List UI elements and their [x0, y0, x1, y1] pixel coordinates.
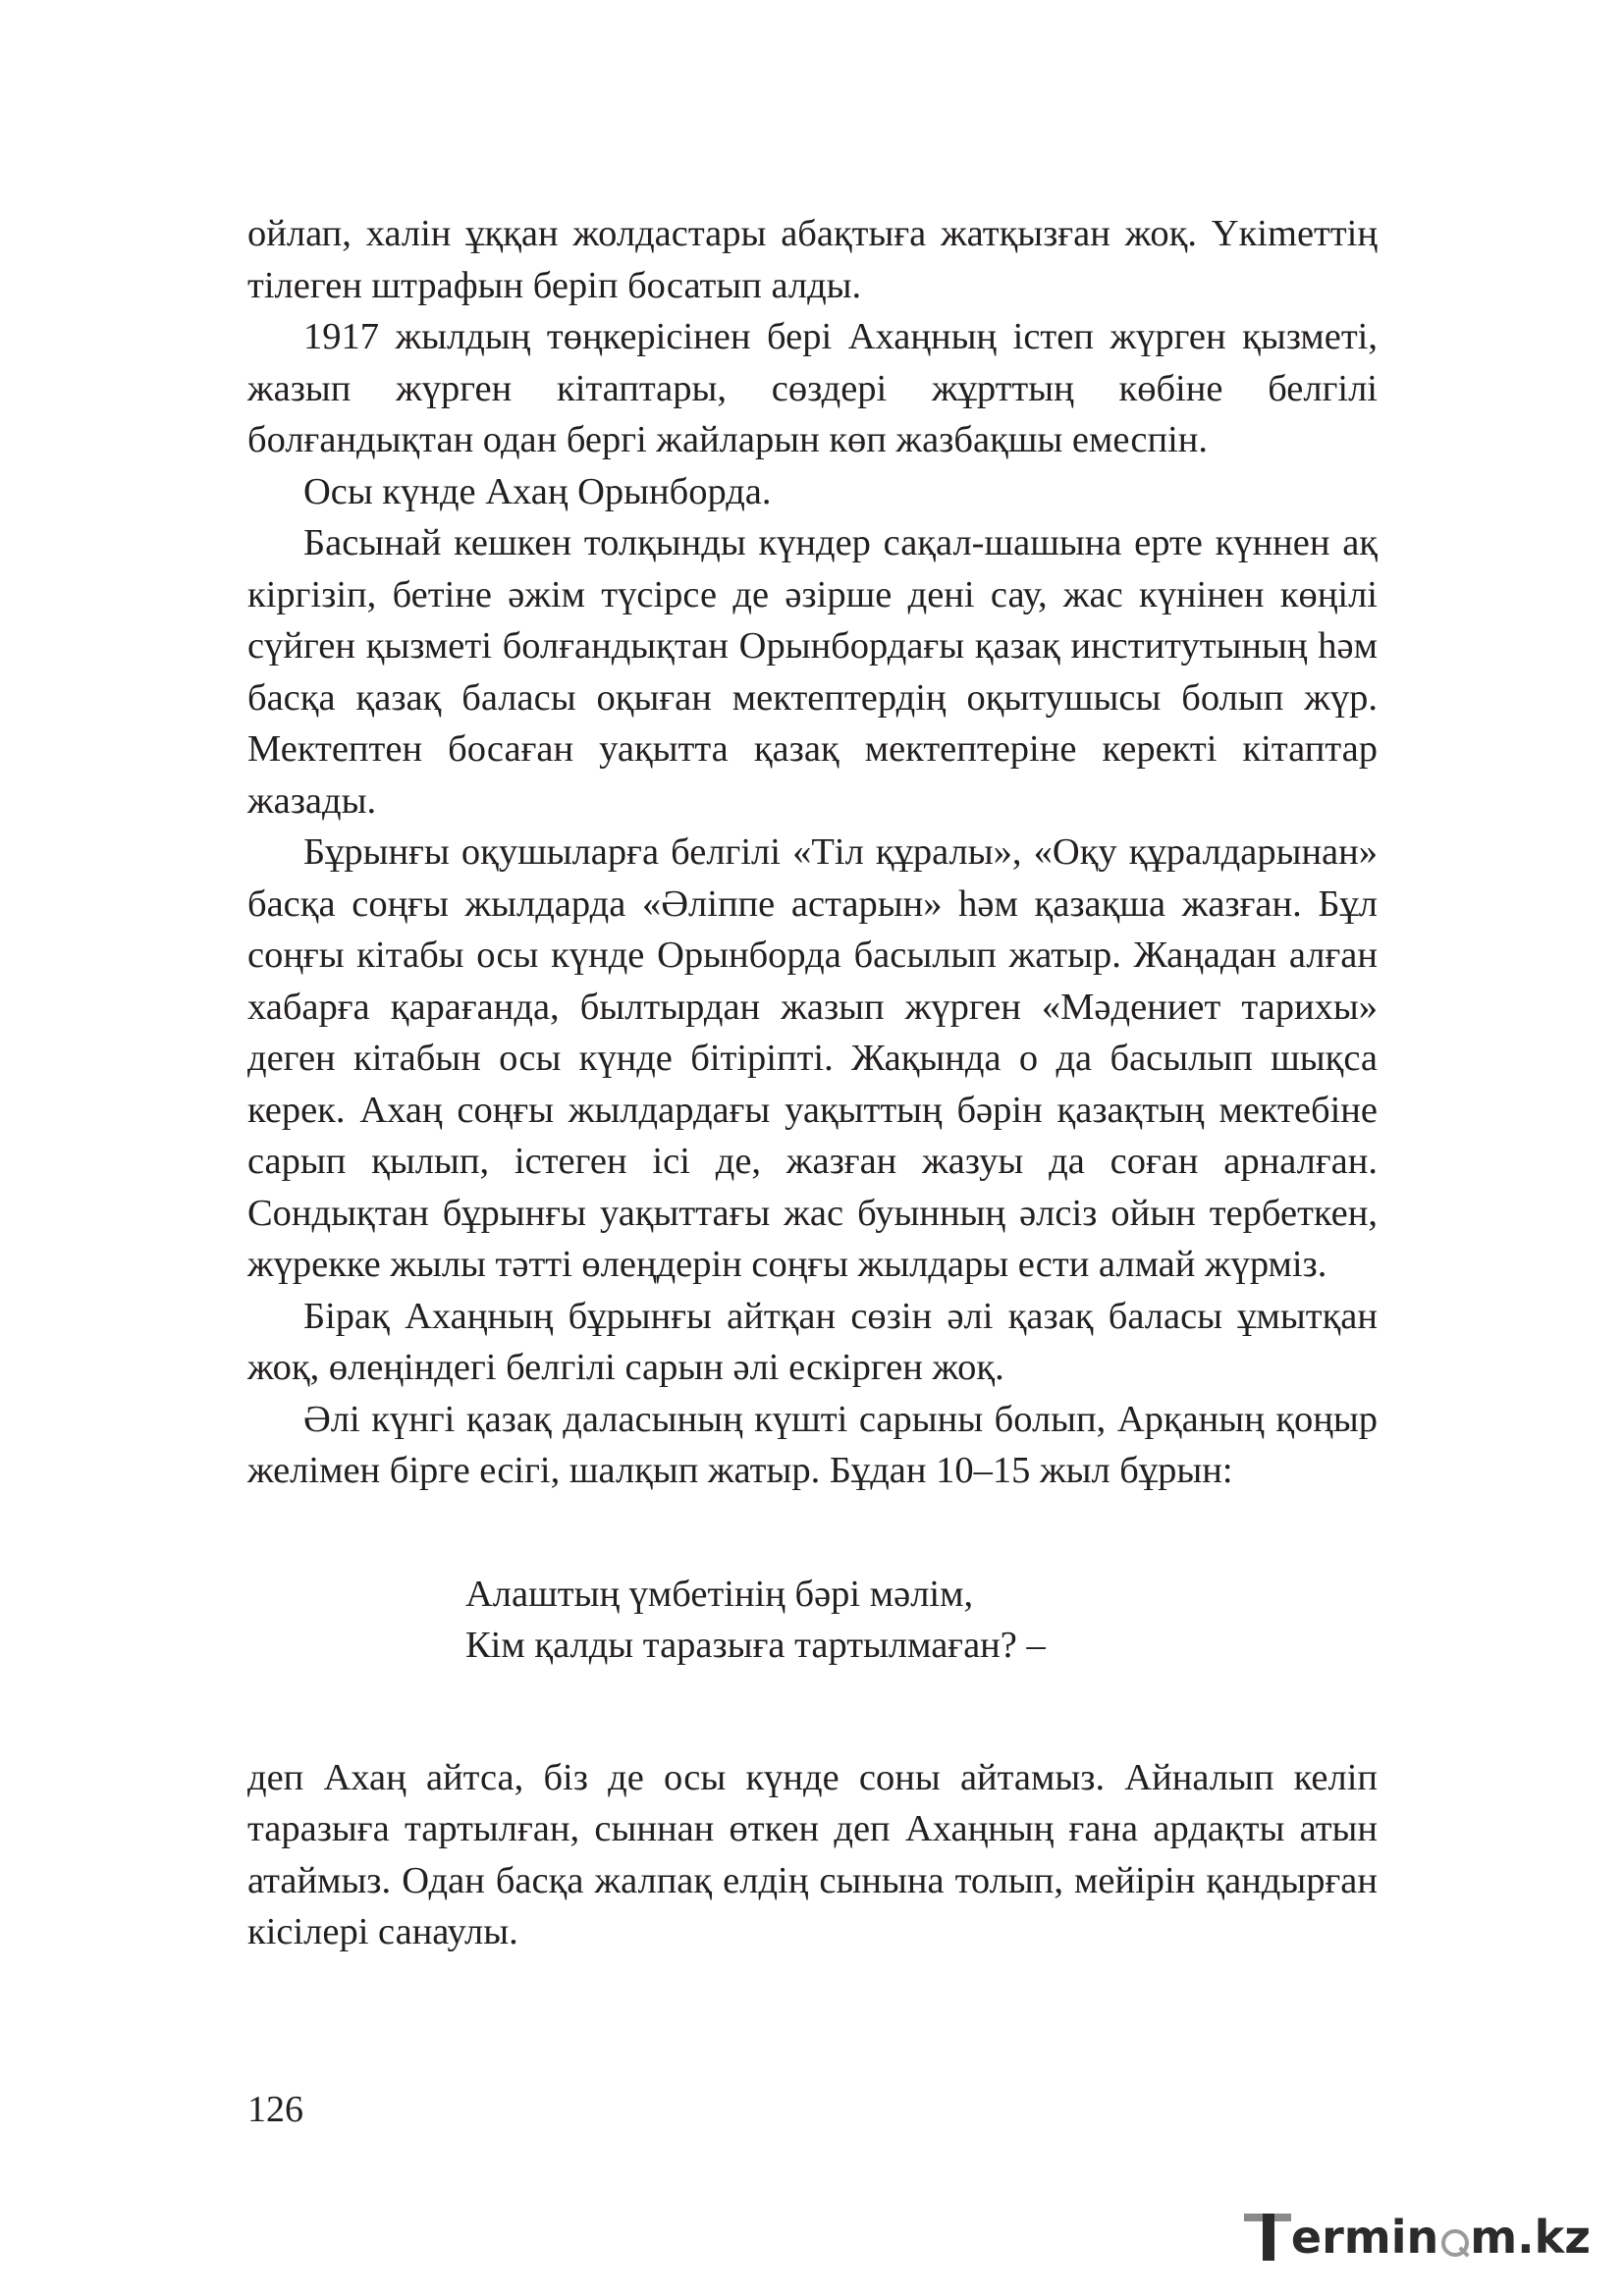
paragraph-3: Осы күнде Ахаң Орынборда.	[303, 470, 772, 512]
verse-quote	[247, 1569, 1378, 1672]
page-body	[247, 208, 1378, 1958]
paragraph-5: Бұрынғы оқушыларға белгілі «Тіл құралы», «Оқу құралдарынан» басқа соңғы жылдарда «Әліппе астарын» һәм қазақша жазған. Бұл соңғы кітабы осы күнде Орынборда басылып жатыр. Жаңадан алған хабарға қарағанда, былтырдан жазып жүрген «Мәдениет тарихы» деген кітабын осы күнде бітіріпті. Жақында о да басылып шықса керек. Ахаң соңғы жылдардағы уақыттың бәрін қазақтың мектебіне сарып қылып, істеген ісі де, жазған жазуы да соған арналған. Сондықтан бұрынғы уақыттағы жас буынның әлсіз ойын тербеткен, жүрекке жылы тәтті өлеңдерін соңғы жылдары ести алмай жүрміз.	[247, 831, 1378, 1285]
watermark-text-part1: ermin	[1290, 2211, 1439, 2264]
paragraph-7: Әлі күнгі қазақ даласының күшті сарыны болып, Арқаның қоңыр желімен бірге есігі, шалқып жатыр. Бұдан 10–15 жыл бұрын:	[247, 1398, 1378, 1491]
page-number: 126	[247, 2089, 303, 2130]
paragraph-1: ойлап, халін ұққан жолдастары абақтыға жатқызған жоқ. Үкіmеттің тілеген штрафын беріп босатып алды.	[247, 213, 1378, 306]
verse-line-2: Кім қалды таразыға тартылмаған? –	[465, 1625, 1046, 1666]
paragraph-4: Басынай кешкен толқынды күндер сақал-шашына ерте күннен ақ кіргізіп, бетіне әжім түсірсе де әзірше дені сау, жас күнінен көңілі сүйген қызметі болғандықтан Орынбордағы қазақ институтының һәм басқа қазақ баласы оқыған мектептердің оқытушысы болып жүр. Мектептен босаған уақытта қазақ мектептеріне керекті кітаптар жазады.	[247, 522, 1378, 822]
verse-line-1: Алаштың үмбетінің бәрі мәлім,	[465, 1573, 974, 1615]
t-letter-icon	[1244, 2208, 1291, 2267]
closing-paragraph: деп Ахаң айтса, біз де осы күнде соны айтамыз. Айналып келіп таразыға тартылған, сыннан өткен деп Ахаңның ғана ардақты атын атаймыз. Одан басқа жалпақ елдің сынына толып, мейірін қандырған кісілері санаулы.	[247, 1756, 1378, 1952]
paragraph-2: 1917 жылдың төңкерісінен бері Ахаңның істеп жүрген қызметі, жазып жүрген кітаптары, сөздері жұрттың көбіне белгілі болғандықтан одан бергі жайларын көп жазбақшы емеспін.	[247, 316, 1378, 460]
paragraph-6: Бірақ Ахаңның бұрынғы айтқан сөзін әлі қазақ баласы ұмытқан жоқ, өлеңіндегі белгілі сарын әлі ескірген жоқ.	[247, 1295, 1378, 1388]
magnifier-icon	[1438, 2208, 1470, 2267]
watermark-text-part2: m.kz	[1470, 2211, 1591, 2264]
watermark-logo	[1244, 2208, 1591, 2267]
